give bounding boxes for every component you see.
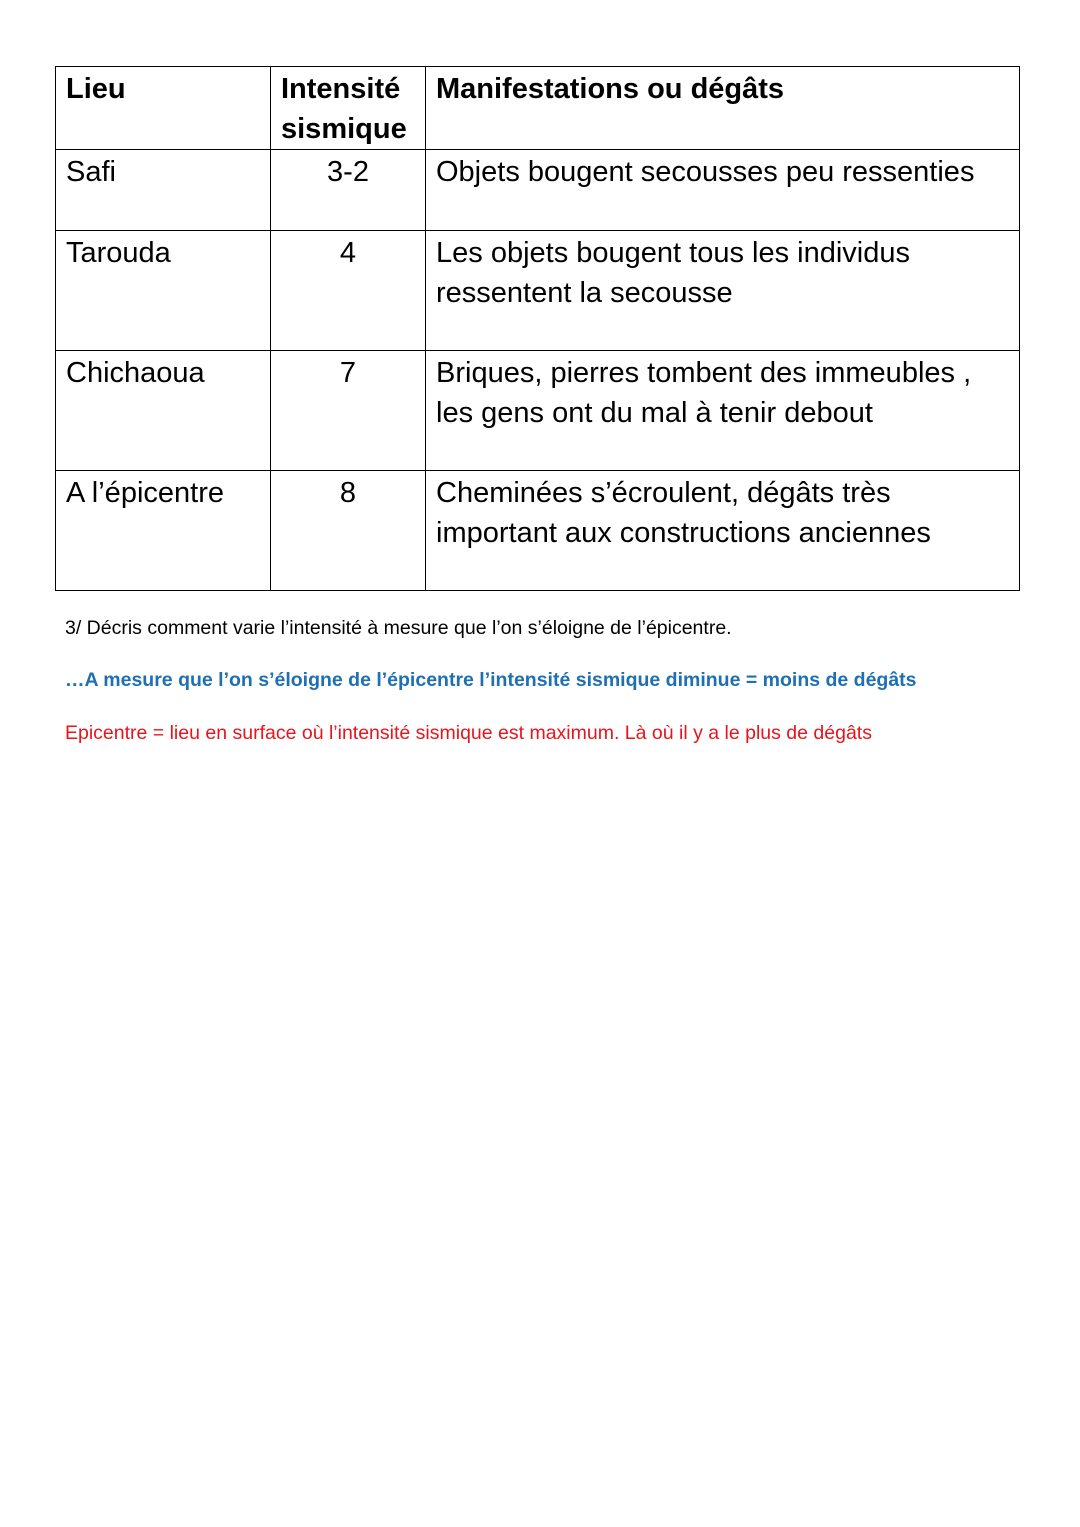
- header-lieu: Lieu: [56, 67, 271, 150]
- table-row: [56, 351, 1020, 471]
- cell-lieu: A l’épicentre: [56, 471, 271, 591]
- cell-manifestations: Objets bougent secousses peu ressenties: [426, 150, 1020, 231]
- header-manifestations: Manifestations ou dégâts: [426, 67, 1020, 150]
- cell-intensite: 7: [271, 351, 426, 471]
- cell-lieu: Safi: [56, 150, 271, 231]
- cell-intensite: 3-2: [271, 150, 426, 231]
- seismic-intensity-table: [55, 66, 1020, 591]
- cell-manifestations: Cheminées s’écroulent, dégâts très important aux constructions anciennes: [426, 471, 1020, 591]
- table-row: [56, 150, 1020, 231]
- cell-intensite: 8: [271, 471, 426, 591]
- header-intensite: Intensité sismique: [271, 67, 426, 150]
- table-header-row: [56, 67, 1020, 150]
- table-row: [56, 471, 1020, 591]
- cell-manifestations: Briques, pierres tombent des immeubles , les gens ont du mal à tenir debout: [426, 351, 1020, 471]
- cell-manifestations: Les objets bougent tous les individus ressentent la secousse: [426, 231, 1020, 351]
- answer-text: …A mesure que l’on s’éloigne de l’épicentre l’intensité sismique diminue = moins de dégâts: [65, 669, 917, 691]
- cell-lieu: Chichaoua: [56, 351, 271, 471]
- definition-text: Epicentre = lieu en surface où l’intensité sismique est maximum. Là où il y a le plus de dégâts: [65, 722, 872, 744]
- table-row: [56, 231, 1020, 351]
- question-text: 3/ Décris comment varie l’intensité à mesure que l’on s’éloigne de l’épicentre.: [65, 617, 732, 639]
- cell-intensite: 4: [271, 231, 426, 351]
- cell-lieu: Tarouda: [56, 231, 271, 351]
